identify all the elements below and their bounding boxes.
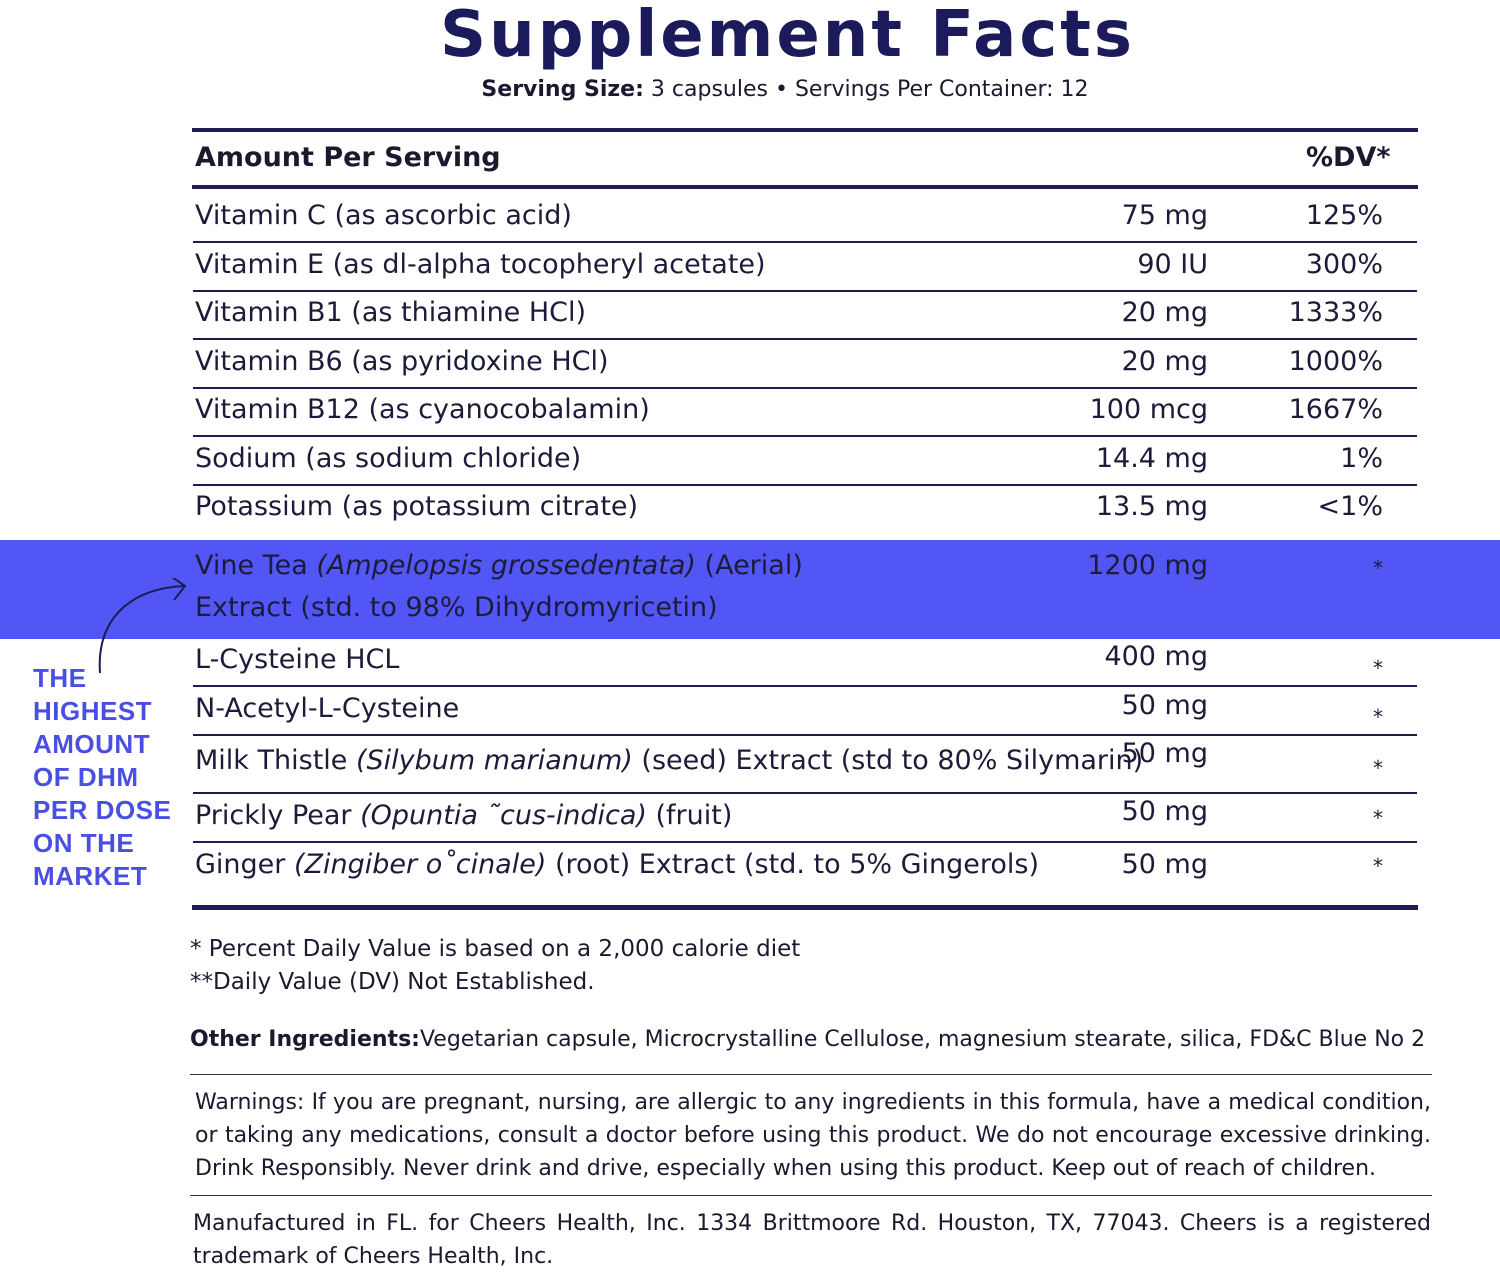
name-part: (root) Extract (std. to 5% Gingerols) (546, 849, 1040, 880)
name-part: Prickly Pear (195, 800, 361, 831)
ingredient-dv: * (1373, 656, 1383, 680)
row-divider (193, 290, 1417, 292)
divider (190, 1074, 1432, 1075)
ingredient-dv: * (1373, 705, 1383, 729)
servings-per-container: Servings Per Container: 12 (794, 77, 1089, 102)
ingredient-dv: * (1373, 806, 1383, 830)
row-divider (193, 792, 1417, 794)
ingredient-dv: 125% (1305, 200, 1383, 231)
row-divider (193, 685, 1417, 687)
ingredient-dv: * (1373, 756, 1383, 780)
name-part: (seed) Extract (std to 80% Silymarin) (632, 745, 1144, 776)
latin-name: (Ampelopsis grossedentata) (316, 550, 696, 581)
footnote-dv: * Percent Daily Value is based on a 2,000 calorie diet (190, 936, 801, 962)
serving-info (0, 77, 1500, 102)
page-title: Supplement Facts (440, 0, 1135, 72)
top-rule (192, 128, 1418, 132)
callout-line: HIGHEST (33, 696, 153, 726)
name-part: (fruit) (646, 800, 733, 831)
ingredient-amount: 90 IU (1137, 249, 1208, 280)
ingredient-name: Sodium (as sodium chloride) (195, 443, 582, 474)
ingredient-amount: 50 mg (1121, 690, 1208, 721)
header-rule (192, 185, 1418, 189)
ingredient-name-line2: Extract (std. to 98% Dihydromyricetin) (195, 592, 718, 623)
manufacturer-text: Manufactured in FL. for Cheers Health, Inc. 1334 Brittmoore Rd. Houston, TX, 77043. Cheers is a registered trademark of Cheers Health, Inc. (193, 1211, 1431, 1269)
ingredient-name (195, 745, 1143, 776)
name-part: Ginger (195, 849, 294, 880)
ingredient-dv: * (1373, 556, 1383, 580)
ingredient-dv: 300% (1305, 249, 1383, 280)
ingredient-dv: 1333% (1288, 297, 1383, 328)
footnote-not-established: **Daily Value (DV) Not Established. (190, 969, 595, 995)
ingredient-amount: 1200 mg (1087, 550, 1208, 581)
ingredient-name (195, 800, 732, 831)
other-ingredients-value: Vegetarian capsule, Microcrystalline Cellulose, magnesium stearate, silica, FD&C Blue No 2 (419, 1027, 1426, 1052)
ingredient-amount: 14.4 mg (1095, 443, 1208, 474)
amount-per-serving-header: Amount Per Serving (195, 142, 501, 173)
dhm-callout (33, 662, 183, 893)
callout-line: AMOUNT (33, 729, 151, 759)
callout-line: OF DHM (33, 762, 139, 792)
row-divider (193, 484, 1417, 486)
ingredient-dv: 1667% (1288, 394, 1383, 425)
row-divider (193, 841, 1417, 843)
name-part: Milk Thistle (195, 745, 356, 776)
ingredient-amount: 13.5 mg (1095, 491, 1208, 522)
ingredient-name: Vitamin C (as ascorbic acid) (195, 200, 572, 231)
bottom-rule (192, 905, 1418, 910)
ingredient-amount: 50 mg (1121, 849, 1208, 880)
serving-size-label: Serving Size: (481, 77, 644, 102)
ingredient-name (195, 550, 803, 581)
row-divider (193, 387, 1417, 389)
ingredient-amount: 50 mg (1121, 738, 1208, 769)
divider (190, 1195, 1432, 1196)
ingredient-name: Vitamin B6 (as pyridoxine HCl) (195, 346, 609, 377)
name-part: Vine Tea (195, 550, 317, 581)
warnings-text: Warnings: If you are pregnant, nursing, are allergic to any ingredients in this formula, have a medical condition, or taking any medications, consult a doctor before using this product. We do not encourage excessive drinking. Drink Responsibly. Never drink and drive, especially when using this product. Keep out of reach of children. (195, 1090, 1431, 1181)
ingredient-amount: 50 mg (1121, 796, 1208, 827)
ingredient-dv: 1000% (1288, 346, 1383, 377)
ingredient-name: L-Cysteine HCL (195, 644, 400, 675)
ingredient-amount: 20 mg (1121, 346, 1208, 377)
serving-size-value: 3 capsules (650, 77, 768, 102)
latin-name: (Silybum marianum) (355, 745, 633, 776)
ingredient-name: Potassium (as potassium citrate) (195, 491, 639, 522)
ingredient-name: N-Acetyl-L-Cysteine (195, 693, 460, 724)
callout-line: MARKET (33, 861, 148, 891)
ingredient-amount: 100 mcg (1089, 394, 1208, 425)
ingredient-dv: * (1373, 854, 1383, 878)
row-divider (193, 435, 1417, 437)
name-part: (Aerial) (695, 550, 803, 581)
ingredient-name: Vitamin B1 (as thiamine HCl) (195, 297, 587, 328)
bullet: • (774, 77, 788, 102)
dv-header: %DV* (1306, 142, 1391, 173)
ingredient-dv: <1% (1317, 491, 1383, 522)
ingredient-amount: 400 mg (1104, 641, 1208, 672)
callout-line: THE (33, 663, 87, 693)
row-divider (193, 338, 1417, 340)
latin-name: (Zingiber o˚cinale) (293, 849, 547, 880)
row-divider (193, 734, 1417, 736)
latin-name: (Opuntia ˜cus-indica) (360, 800, 647, 831)
callout-line: PER DOSE (33, 795, 172, 825)
ingredient-amount: 75 mg (1121, 200, 1208, 231)
callout-line: ON THE (33, 828, 135, 858)
ingredient-name: Vitamin B12 (as cyanocobalamin) (195, 394, 650, 425)
other-ingredients-label: Other Ingredients: (190, 1027, 420, 1052)
row-divider (193, 241, 1417, 243)
ingredient-name (195, 849, 1039, 880)
other-ingredients (190, 1027, 1425, 1052)
ingredient-dv: 1% (1340, 443, 1383, 474)
ingredient-name: Vitamin E (as dl-alpha tocopheryl acetate) (195, 249, 766, 280)
ingredient-amount: 20 mg (1121, 297, 1208, 328)
